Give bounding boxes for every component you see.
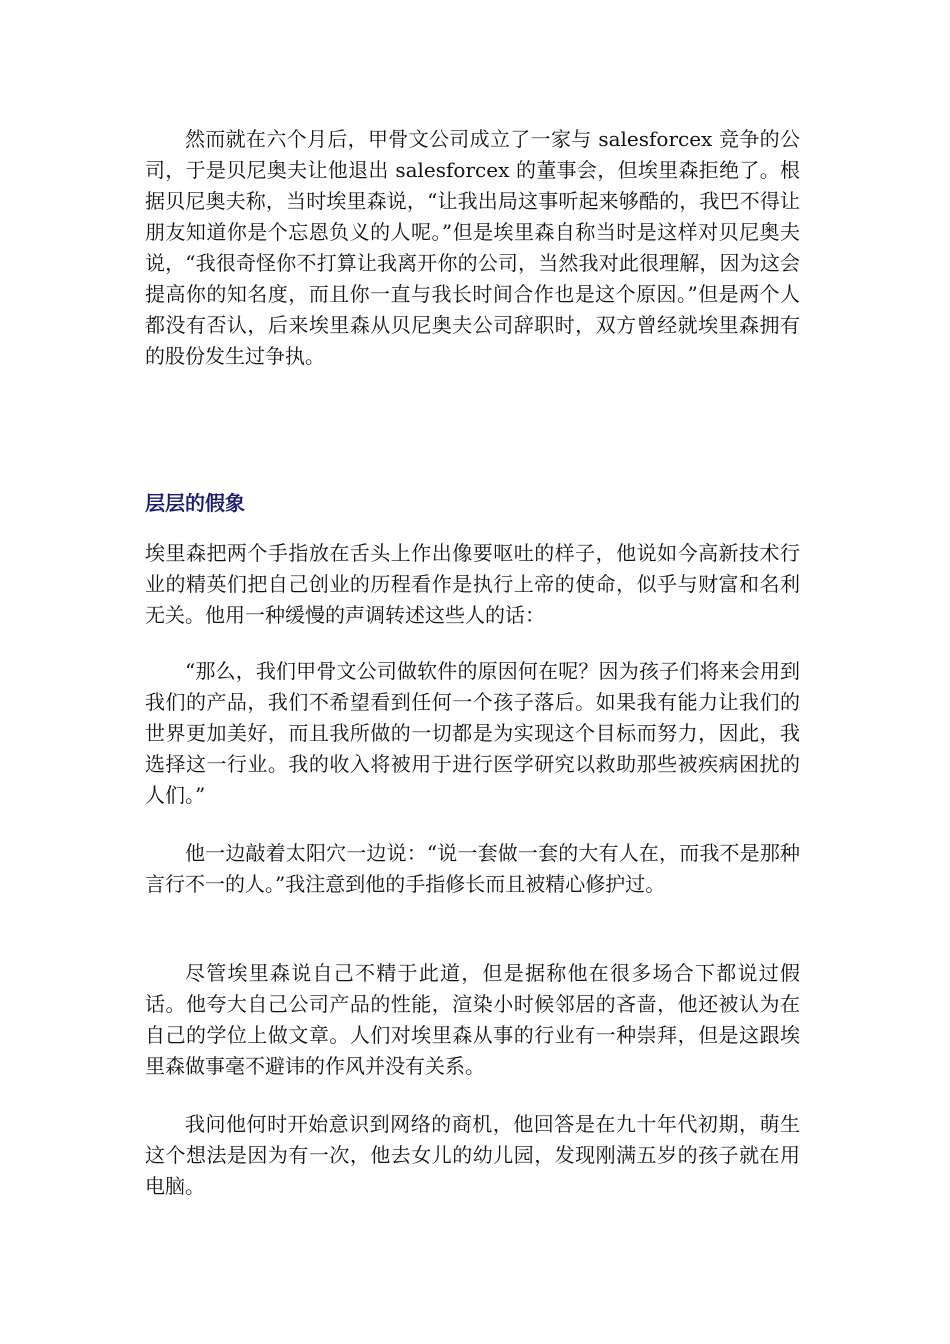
paragraph-lies: 尽管埃里森说自己不精于此道，但是据称他在很多场合下都说过假话。他夸大自己公司产品的性能，渲染小时候邻居的吝啬，他还被认为在自己的学位上做文章。人们对埃里森从事的行业有一种崇拜，但是这跟埃里森做事毫不避讳的作风并没有关系。 <box>145 961 800 1078</box>
paragraph-gesture: 埃里森把两个手指放在舌头上作出像要呕吐的样子，他说如今高新技术行业的精英们把自己创业的历程看作是执行上帝的使命，似乎与财富和名利无关。他用一种缓慢的声调转述这些人的话： <box>145 541 800 627</box>
paragraph-temple-tap: 他一边敲着太阳穴一边说：“说一套做一套的大有人在，而我不是那种言行不一的人。”我注意到他的手指修长而且被精心修护过。 <box>145 841 800 896</box>
paragraph-internet-opportunity: 我问他何时开始意识到网络的商机，他回答是在九十年代初期，萌生这个想法是因为有一次，他去女儿的幼儿园，发现刚满五岁的孩子就在用电脑。 <box>145 1112 800 1198</box>
paragraph-quote: “那么，我们甲骨文公司做软件的原因何在呢？因为孩子们将来会用到我们的产品，我们不希望看到任何一个孩子落后。如果我有能力让我们的世界更加美好，而且我所做的一切都是为实现这个目标而努力，因此，我选择这一行业。我的收入将被用于进行医学研究以救助那些被疾病困扰的人们。” <box>145 659 800 807</box>
paragraph-ellison-benioff-dispute: 然而就在六个月后，甲骨文公司成立了一家与 salesforcex 竞争的公司，于是贝尼奥夫让他退出 salesforcex 的董事会，但埃里森拒绝了。根据贝尼奥夫称，当时埃里森说，“让我出局这事听起来够酷的，我巴不得让朋友知道你是个忘恩负义的人呢。”但是埃里森自称当时是这样对贝尼奥夫说，“我很奇怪你不打算让我离开你的公司，当然我对此很理解，因为这会提高你的知名度，而且你一直与我长时间合作也是这个原因。”但是两个人都没有否认，后来埃里森从贝尼奥夫公司辞职时，双方曾经就埃里森拥有的股份发生过争执。 <box>145 127 800 368</box>
section-heading: 层层的假象 <box>145 491 245 515</box>
